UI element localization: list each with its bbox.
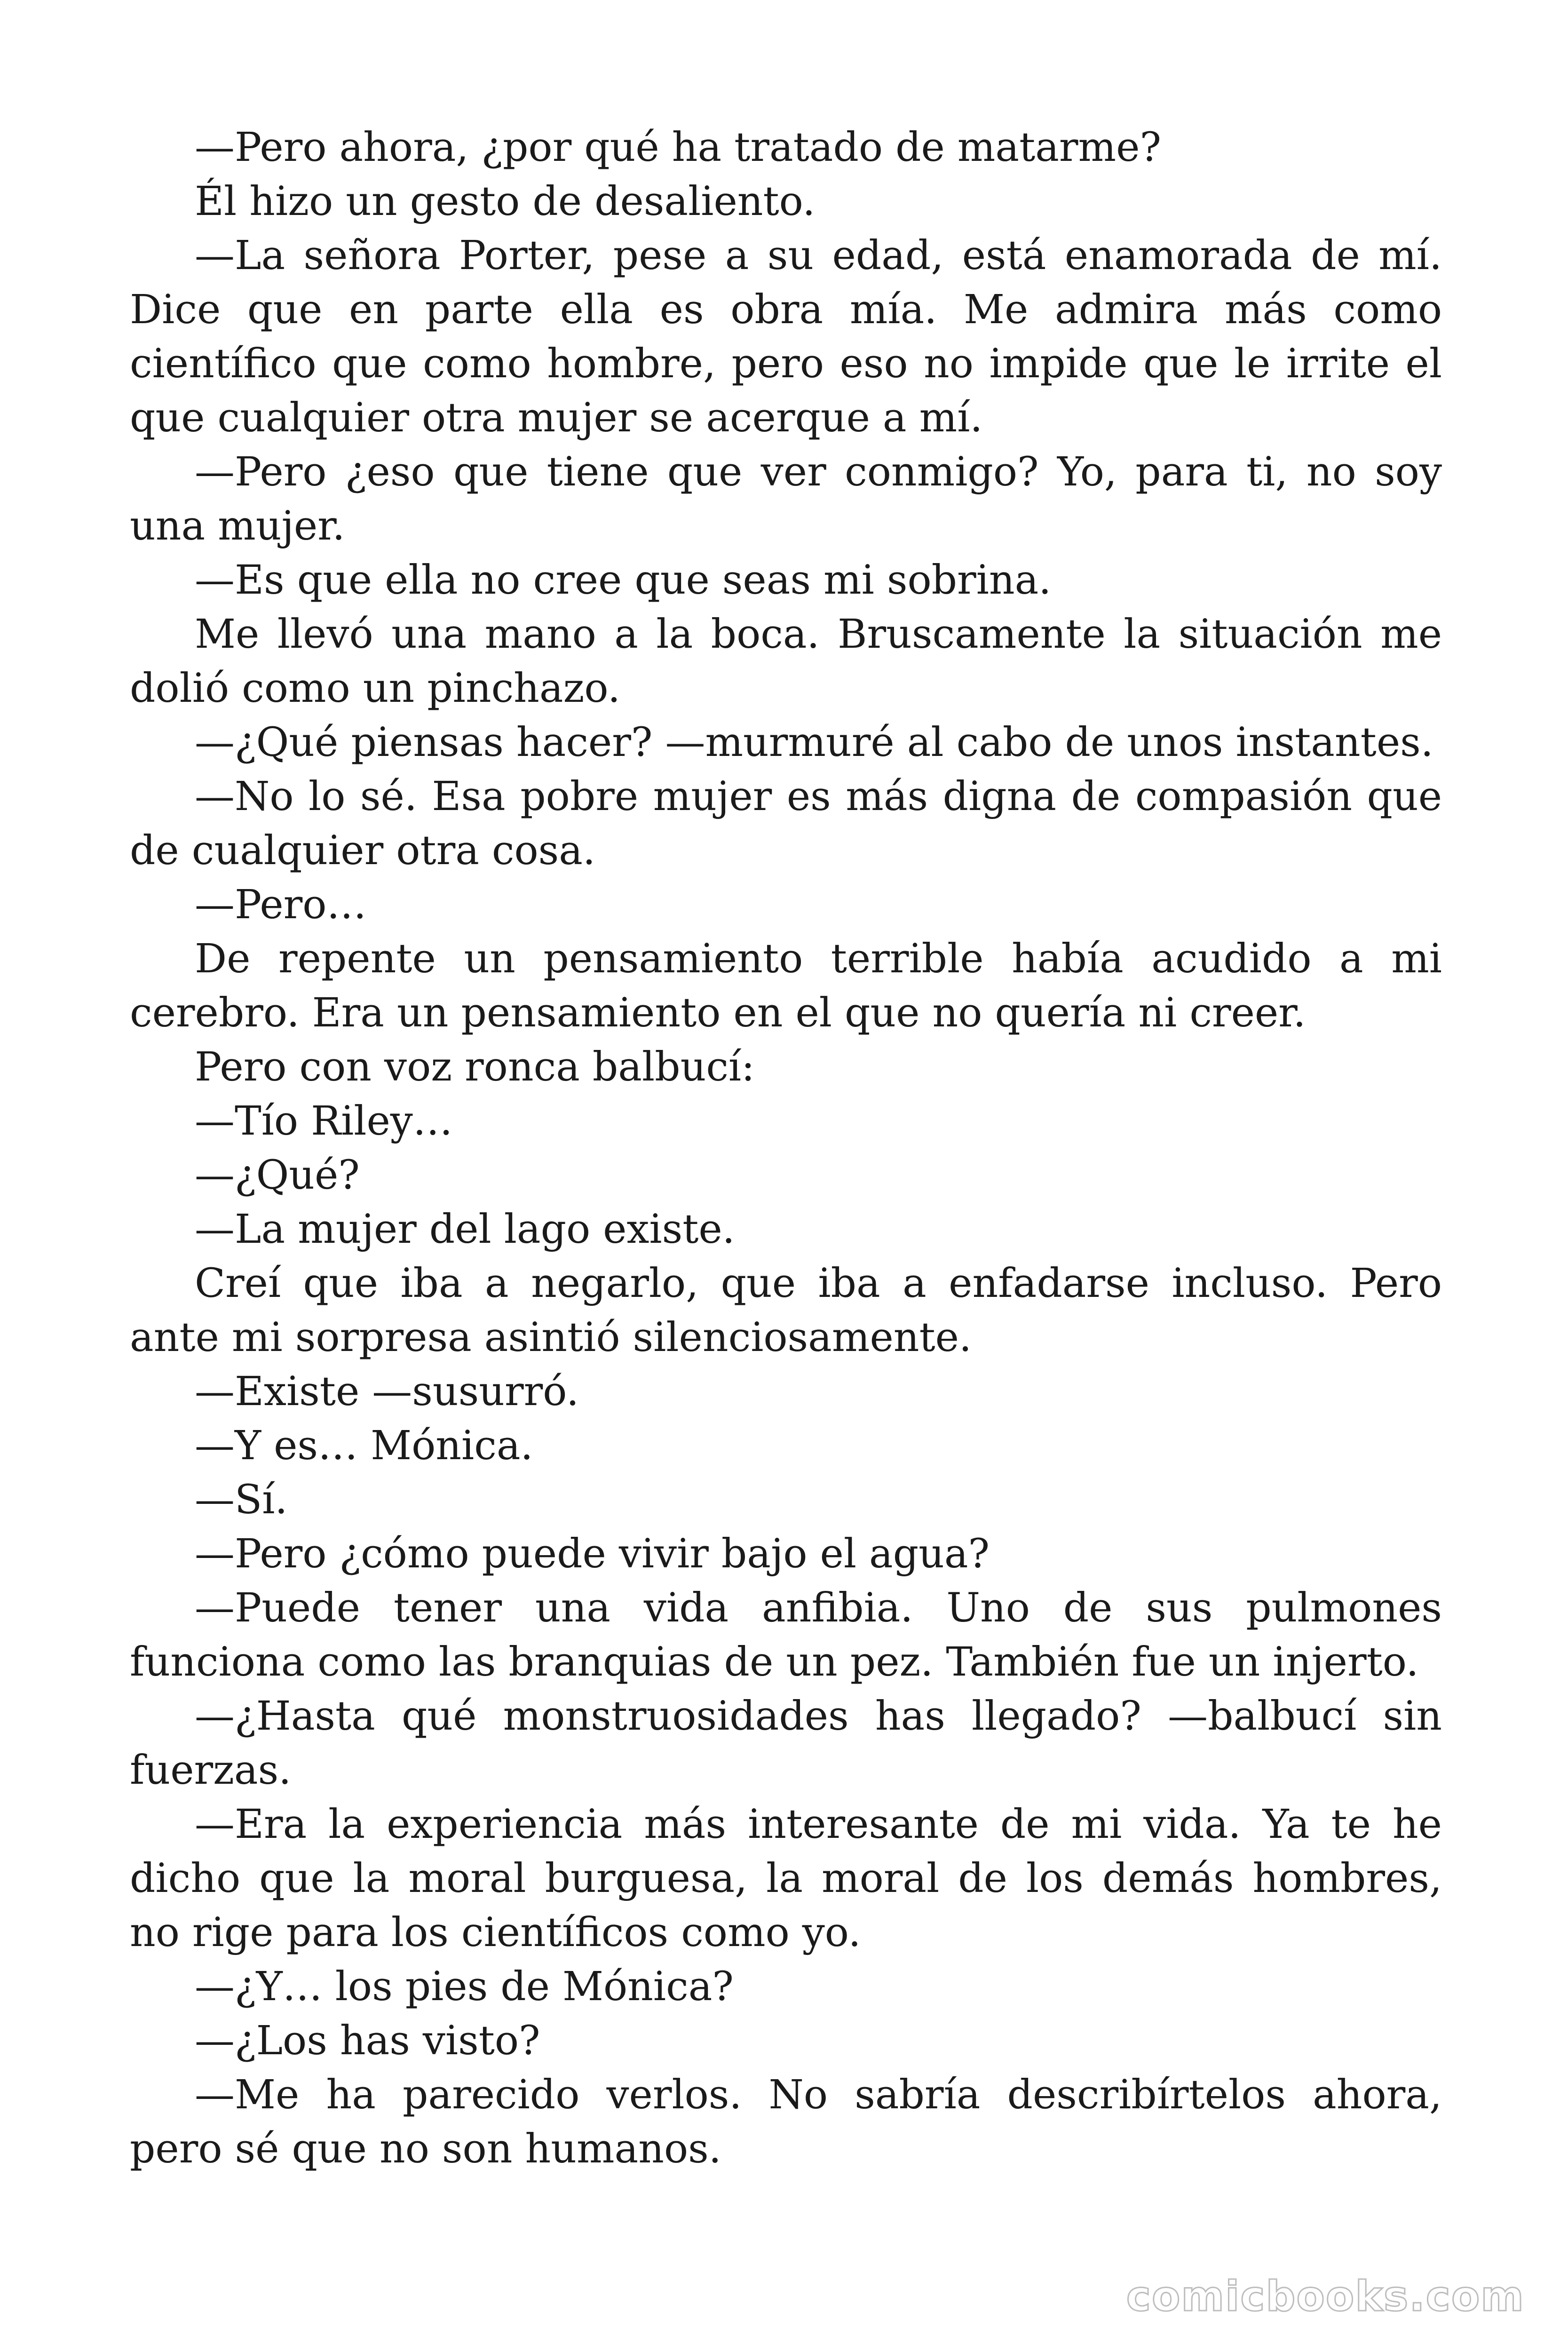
paragraph: —Es que ella no cree que seas mi sobrina.	[195, 557, 1052, 604]
paragraph: —¿Qué?	[195, 1152, 360, 1199]
paragraph: Creí que iba a negarlo, que iba a enfadarse incluso. Pero ante mi sorpresa asintió silenciosamente.	[130, 1260, 1442, 1361]
paragraph: —Pero…	[195, 882, 367, 928]
paragraph: —Era la experiencia más interesante de mi vida. Ya te he dicho que la moral burguesa, la moral de los demás hombres, no rige para los científicos como yo.	[130, 1801, 1442, 1956]
paragraph: —Existe —susurró.	[195, 1368, 579, 1415]
paragraph: De repente un pensamiento terrible había acudido a mi cerebro. Era un pensamiento en el que no quería ni creer.	[130, 936, 1442, 1036]
paragraph: —Pero ¿eso que tiene que ver conmigo? Yo, para ti, no soy una mujer.	[130, 449, 1442, 549]
paragraph: —¿Hasta qué monstruosidades has llegado? —balbucí sin fuerzas.	[130, 1693, 1442, 1794]
book-page-text	[130, 120, 1442, 2176]
watermark: comicbooks.com	[1126, 2272, 1525, 2320]
paragraph: —Y es… Mónica.	[195, 1422, 533, 1469]
paragraph: —Pero ¿cómo puede vivir bajo el agua?	[195, 1531, 990, 1577]
paragraph: —Pero ahora, ¿por qué ha tratado de matarme?	[195, 124, 1162, 171]
paragraph: Él hizo un gesto de desaliento.	[195, 178, 816, 225]
paragraph: —No lo sé. Esa pobre mujer es más digna de compasión que de cualquier otra cosa.	[130, 773, 1442, 874]
paragraph: Me llevó una mano a la boca. Bruscamente la situación me dolió como un pinchazo.	[130, 611, 1442, 712]
paragraph: Pero con voz ronca balbucí:	[195, 1044, 755, 1090]
paragraph: —¿Y… los pies de Mónica?	[195, 1963, 734, 2010]
paragraph: —La señora Porter, pese a su edad, está enamorada de mí. Dice que en parte ella es obra mía. Me admira más como científico que como hombre, pero eso no impide que le irrite el que cualquier otra mujer se acerque a mí.	[130, 232, 1442, 441]
paragraph: —Tío Riley…	[195, 1098, 453, 1144]
paragraph: —La mujer del lago existe.	[195, 1206, 735, 1253]
paragraph: —Me ha parecido verlos. No sabría describírtelos ahora, pero sé que no son humanos.	[130, 2072, 1442, 2172]
paragraph: —¿Qué piensas hacer? —murmuré al cabo de unos instantes.	[195, 719, 1433, 766]
paragraph: —Puede tener una vida anfibia. Uno de sus pulmones funciona como las branquias de un pez. También fue un injerto.	[130, 1585, 1442, 1685]
paragraph: —¿Los has visto?	[195, 2018, 540, 2064]
paragraph: —Sí.	[195, 1477, 288, 1523]
